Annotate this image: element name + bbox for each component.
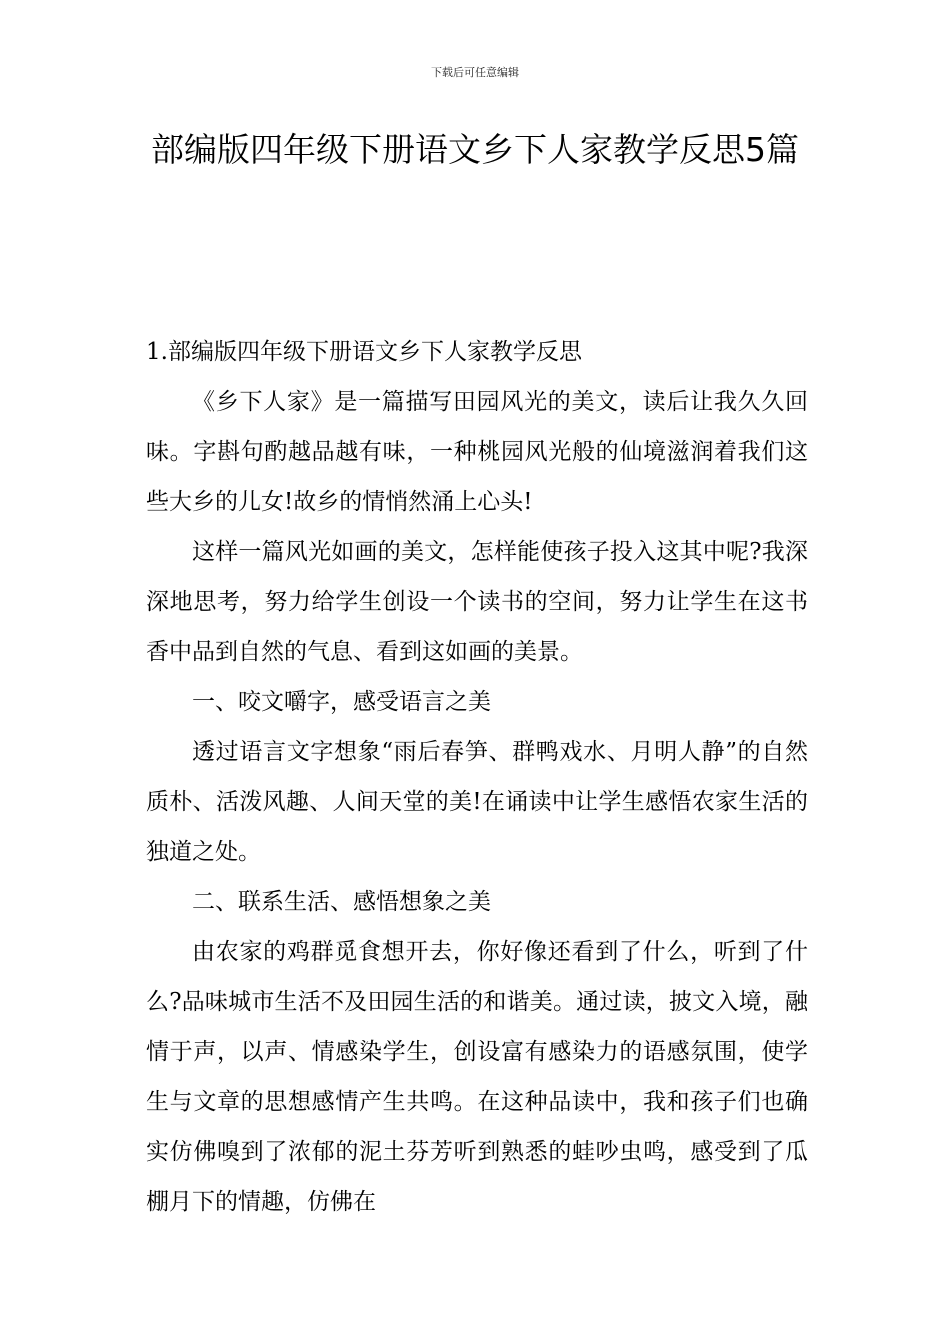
paragraph-language: 透过语言文字想象“雨后春笋、群鸭戏水、月明人静”的自然质朴、活泼风趣、人间天堂的美!在诵读中让学生感悟农家生活的独道之处。	[146, 739, 808, 865]
subheading-one: 一、咬文嚼字，感受语言之美	[192, 689, 491, 715]
header-note: 下载后可任意编辑	[431, 66, 519, 79]
section-heading: 1.部编版四年级下册语文乡下人家教学反思	[146, 339, 582, 365]
document-body	[146, 327, 808, 1227]
paragraph-imagination: 由农家的鸡群觅食想开去，你好像还看到了什么，听到了什么?品味城市生活不及田园生活的和谐美。通过读，披文入境，融情于声，以声、情感染学生，创设富有感染力的语感氛围，使学生与文章的思想感情产生共鸣。在这种品读中，我和孩子们也确实仿佛嗅到了浓郁的泥土芬芳听到熟悉的蛙吵虫鸣，感受到了瓜棚月下的情趣，仿佛在	[146, 939, 808, 1215]
paragraph-intro: 《乡下人家》是一篇描写田园风光的美文，读后让我久久回味。字斟句酌越品越有味，一种桃园风光般的仙境滋润着我们这些大乡的儿女!故乡的情悄然涌上心头!	[146, 389, 808, 515]
document-title: 部编版四年级下册语文乡下人家教学反思5篇	[151, 130, 799, 169]
paragraph-question: 这样一篇风光如画的美文，怎样能使孩子投入这其中呢?我深深地思考，努力给学生创设一个读书的空间，努力让学生在这书香中品到自然的气息、看到这如画的美景。	[146, 539, 808, 665]
subheading-two: 二、联系生活、感悟想象之美	[192, 889, 491, 915]
